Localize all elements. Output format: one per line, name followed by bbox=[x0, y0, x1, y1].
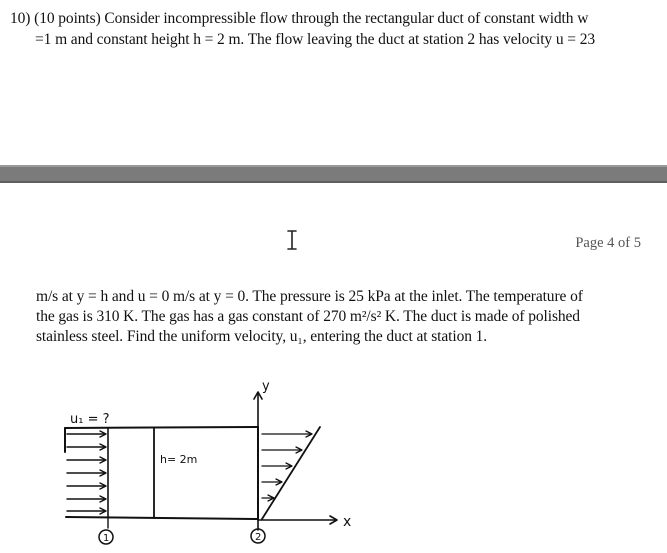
x-axis-label: x bbox=[343, 514, 352, 530]
page-separator bbox=[0, 165, 667, 183]
y-axis-label: y bbox=[262, 379, 270, 394]
station-2-label: 2 bbox=[255, 532, 262, 543]
exit-profile-line bbox=[262, 427, 320, 519]
duct-bottom-wall bbox=[66, 517, 258, 519]
station-1-label: 1 bbox=[103, 533, 110, 544]
problem-statement-line-2: =1 m and constant height h = 2 m. The flow leaving the duct at station 2 has velocity u = 23 bbox=[35, 31, 595, 48]
height-label: h= 2m bbox=[160, 453, 198, 466]
page-bottom bbox=[0, 183, 667, 553]
problem-statement-line-1: 10) (10 points) Consider incompressible flow through the rectangular duct of constant width w bbox=[10, 10, 589, 27]
duct-top-wall bbox=[65, 427, 258, 428]
continuation-line-1: m/s at y = h and u = 0 m/s at y = 0. The pressure is 25 kPa at the inlet. The temperature of bbox=[36, 288, 583, 305]
duct-flow-diagram bbox=[0, 370, 400, 553]
inlet-velocity-label: u₁ = ? bbox=[70, 412, 110, 427]
page-top bbox=[0, 0, 667, 165]
page-number: Page 4 of 5 bbox=[575, 235, 641, 251]
text-cursor-icon bbox=[286, 230, 298, 250]
continuation-line-3: stainless steel. Find the uniform velocity, u₁, entering the duct at station 1. bbox=[36, 328, 488, 345]
continuation-line-2: the gas is 310 K. The gas has a gas constant of 270 m²/s² K. The duct is made of polished bbox=[36, 308, 580, 325]
